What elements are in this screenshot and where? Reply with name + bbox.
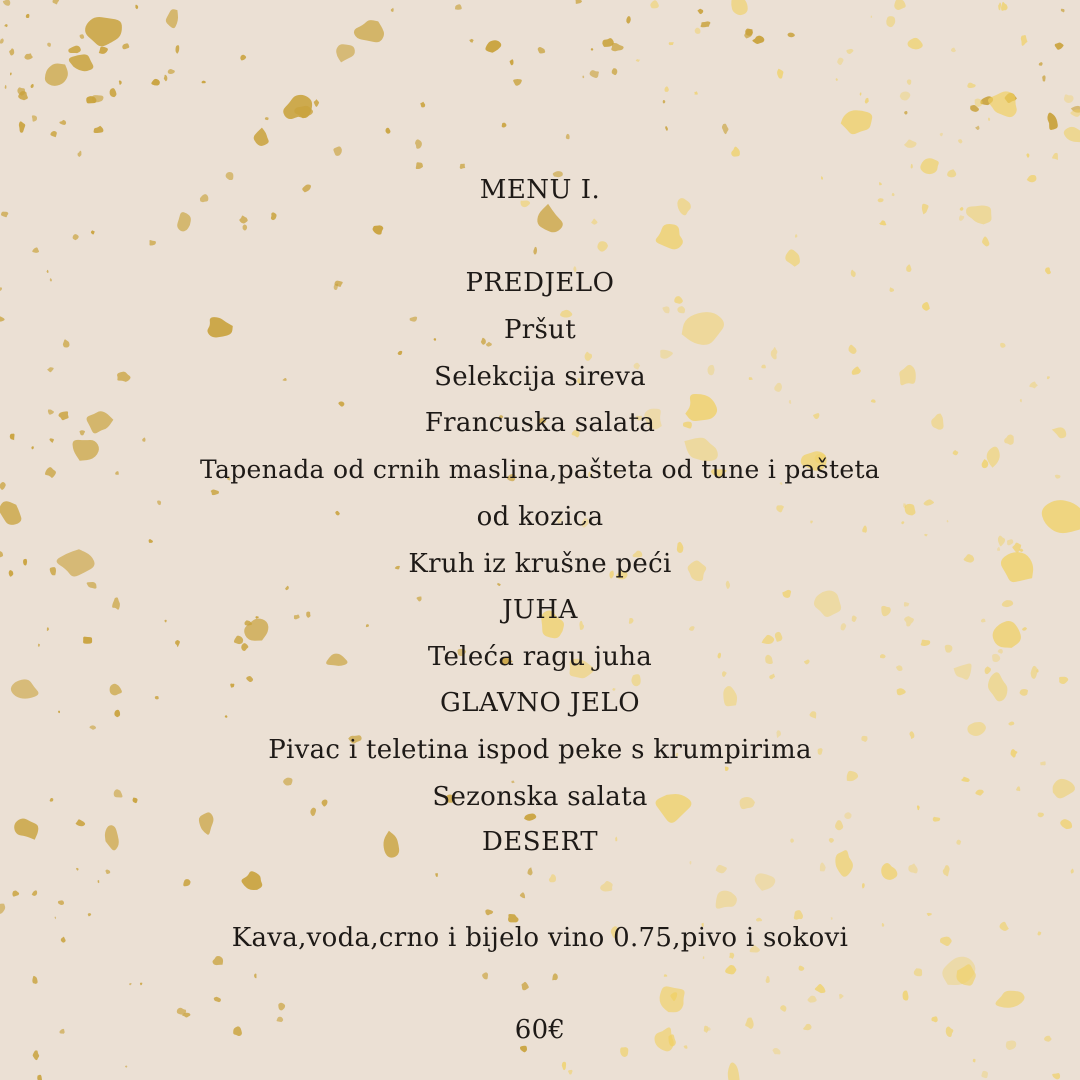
price: 60€ — [514, 1015, 566, 1045]
menu-item: Tapenada od crnih maslina,pašteta od tune i pašteta — [199, 455, 881, 484]
drinks-line: Kava,voda,crno i bijelo vino 0.75,pivo i sokovi — [231, 923, 849, 953]
menu-item: Francuska salata — [424, 408, 656, 438]
menu-title: MENU I. — [479, 175, 601, 205]
menu-item: Pršut — [504, 315, 576, 345]
menu-item: od kozica — [476, 502, 604, 532]
menu-item: Selekcija sireva — [434, 362, 646, 392]
menu-item: Kruh iz krušne peći — [408, 549, 672, 579]
menu-item: Teleća ragu juha — [427, 642, 653, 672]
section-heading-soup: JUHA — [502, 595, 578, 625]
section-heading-starter: PREDJELO — [465, 268, 615, 298]
menu-item: Pivac i teletina ispod peke s krumpirima — [268, 735, 812, 765]
section-heading-main: GLAVNO JELO — [439, 688, 641, 718]
menu-item: Sezonska salata — [432, 782, 648, 812]
section-heading-dessert: DESERT — [481, 827, 599, 857]
